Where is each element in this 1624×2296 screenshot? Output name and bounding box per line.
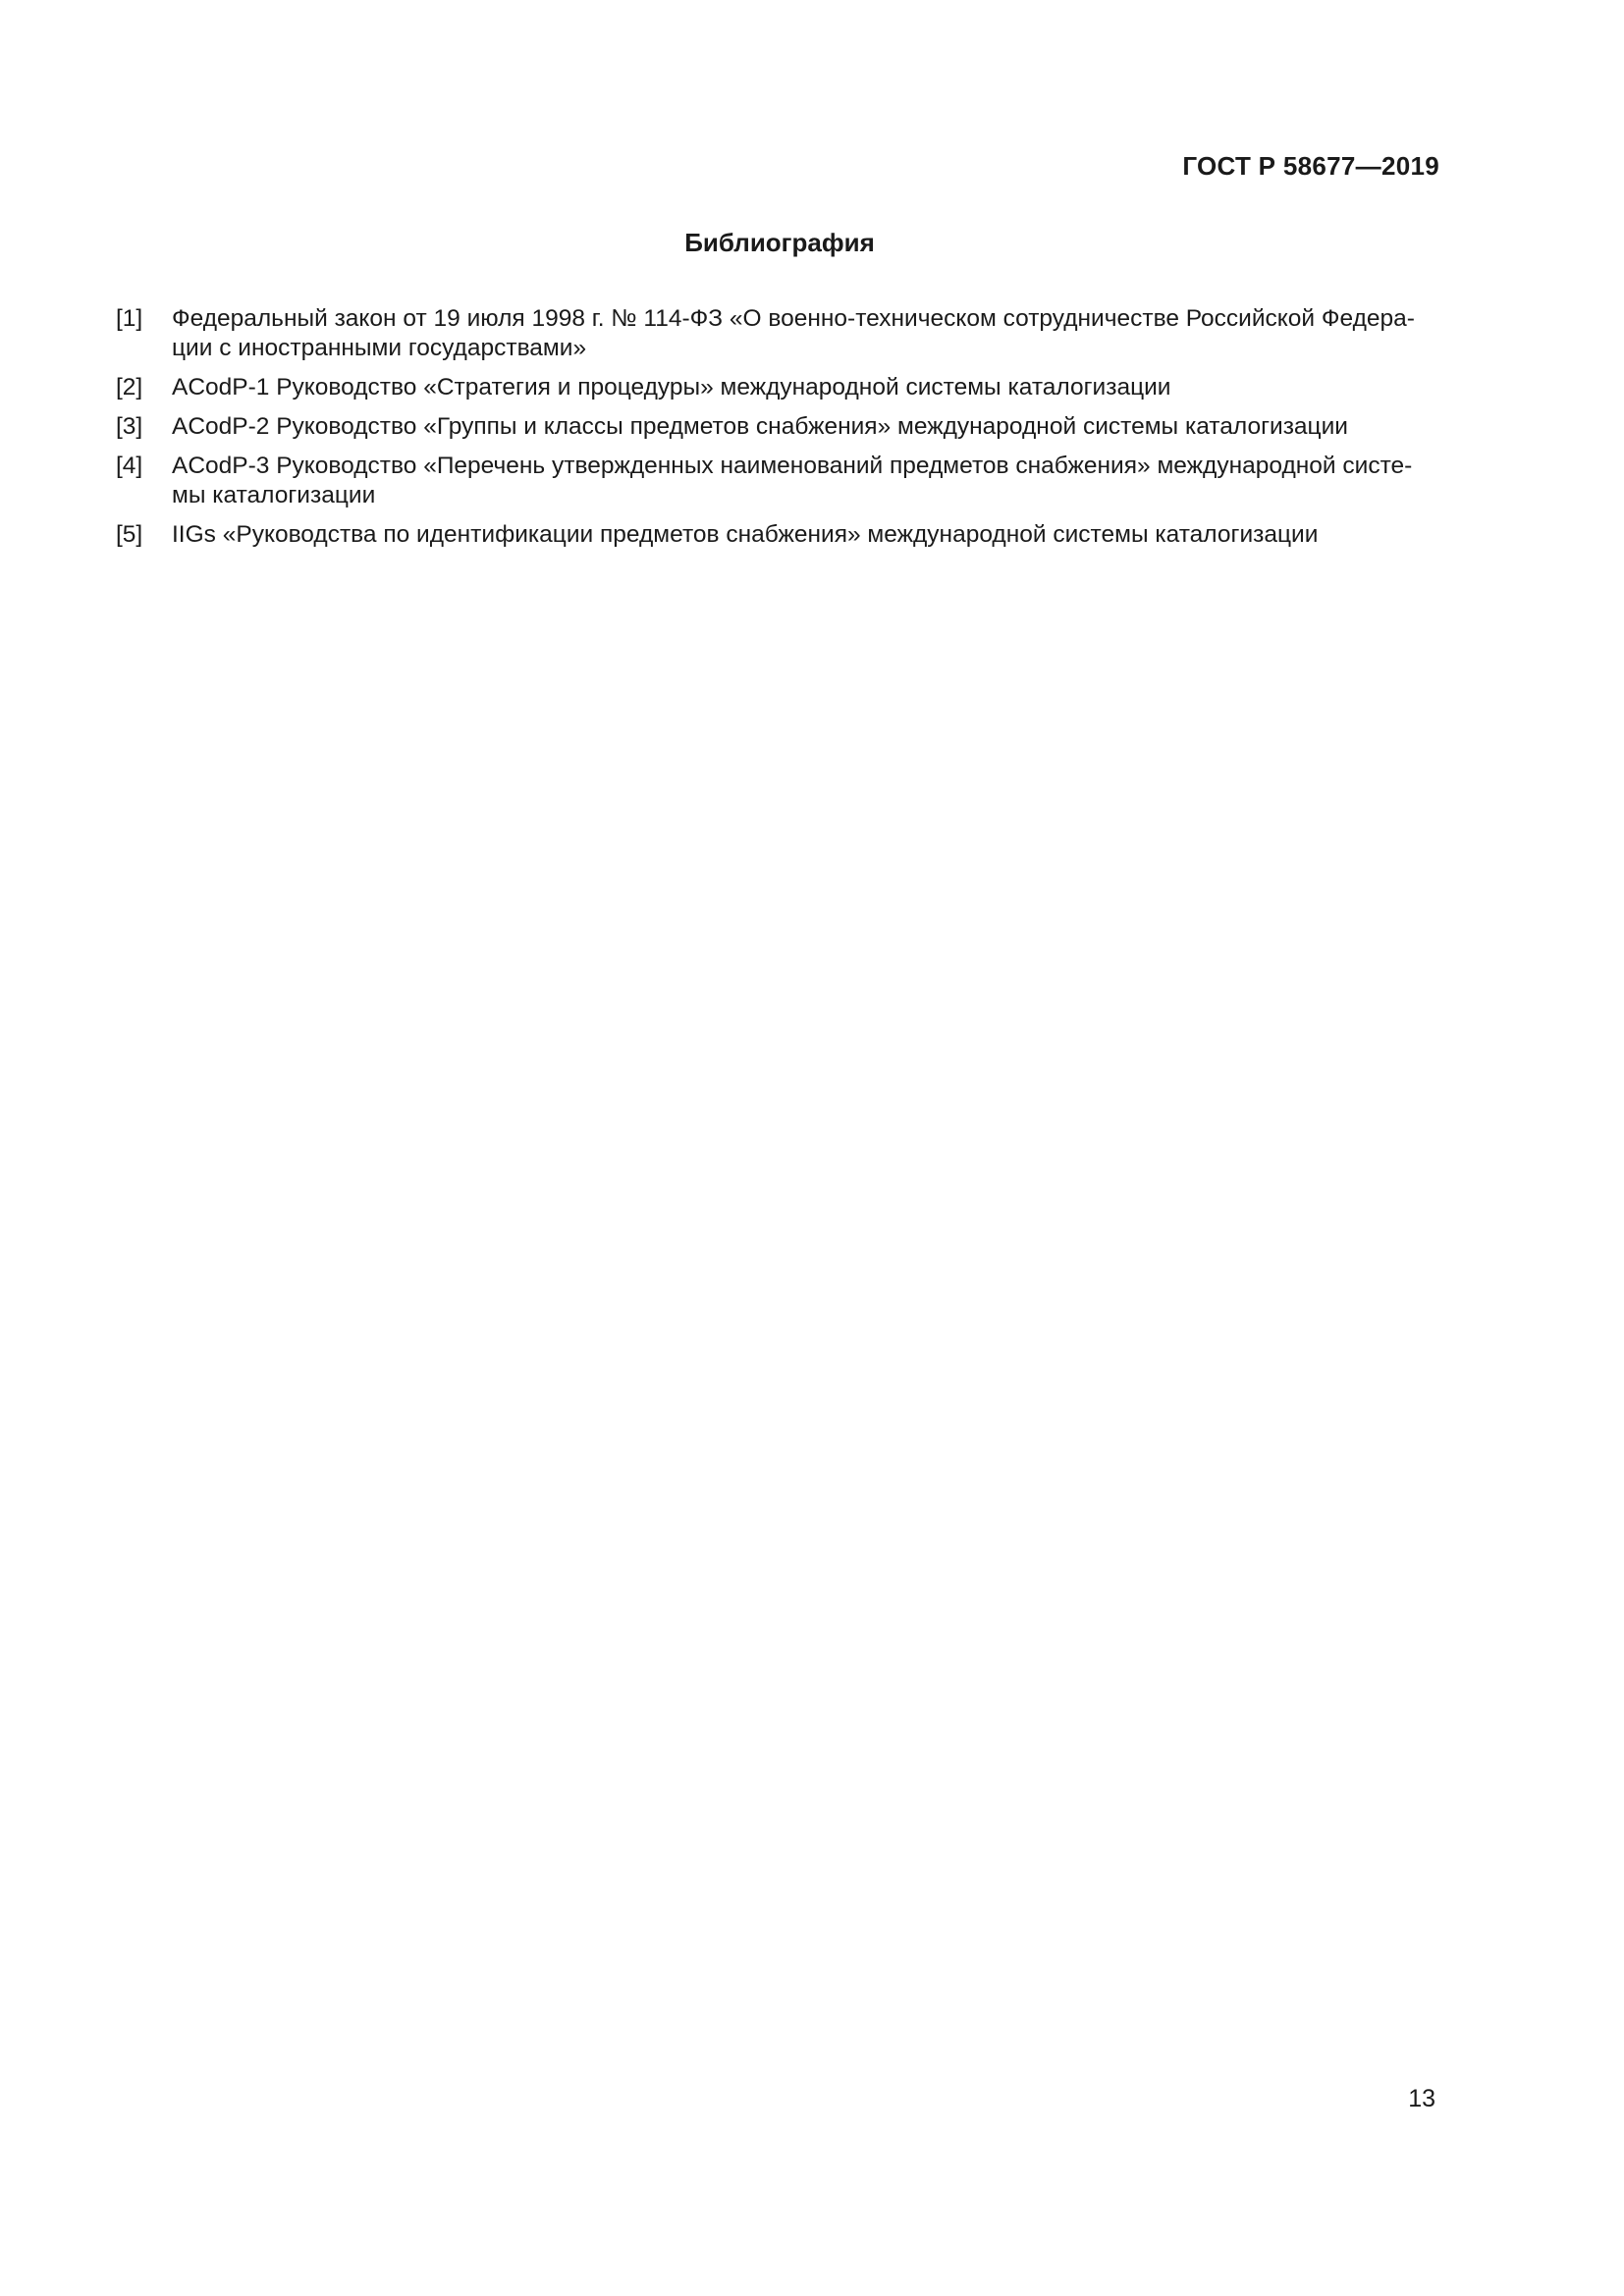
entry-text <box>172 373 1441 402</box>
bibliography-entry <box>116 452 1441 510</box>
section-title: Библиография <box>684 228 875 257</box>
entry-line: ACodP-1 Руководство «Стратегия и процедуры» международной системы каталогизации <box>172 374 1171 400</box>
document-code: ГОСТ Р 58677—2019 <box>1182 151 1439 181</box>
entry-line: ACodP-2 Руководство «Группы и классы предметов снабжения» международной системы каталогизации <box>172 413 1348 440</box>
entry-text <box>172 412 1441 442</box>
entry-line: IIGs «Руководства по идентификации предметов снабжения» международной системы каталогизации <box>172 521 1319 548</box>
bibliography-list <box>116 304 1441 560</box>
entry-number: [1] <box>116 305 143 332</box>
page-number: 13 <box>1408 2085 1435 2112</box>
bibliography-entry <box>116 373 1441 402</box>
entry-line: Федеральный закон от 19 июля 1998 г. № 114-ФЗ «О военно-техническом сотрудничестве Российской Федера- <box>172 305 1415 332</box>
bibliography-entry <box>116 412 1441 442</box>
entry-number: [4] <box>116 453 143 479</box>
entry-line: мы каталогизации <box>172 482 376 508</box>
entry-text <box>172 304 1441 363</box>
entry-text <box>172 520 1441 550</box>
entry-number: [3] <box>116 413 143 440</box>
entry-number: [5] <box>116 521 143 548</box>
entry-line: ции с иностранными государствами» <box>172 335 587 361</box>
bibliography-entry <box>116 520 1441 550</box>
entry-text <box>172 452 1441 510</box>
entry-number: [2] <box>116 374 143 400</box>
entry-line: ACodP-3 Руководство «Перечень утвержденных наименований предметов снабжения» международной систе- <box>172 453 1413 479</box>
bibliography-entry <box>116 304 1441 363</box>
